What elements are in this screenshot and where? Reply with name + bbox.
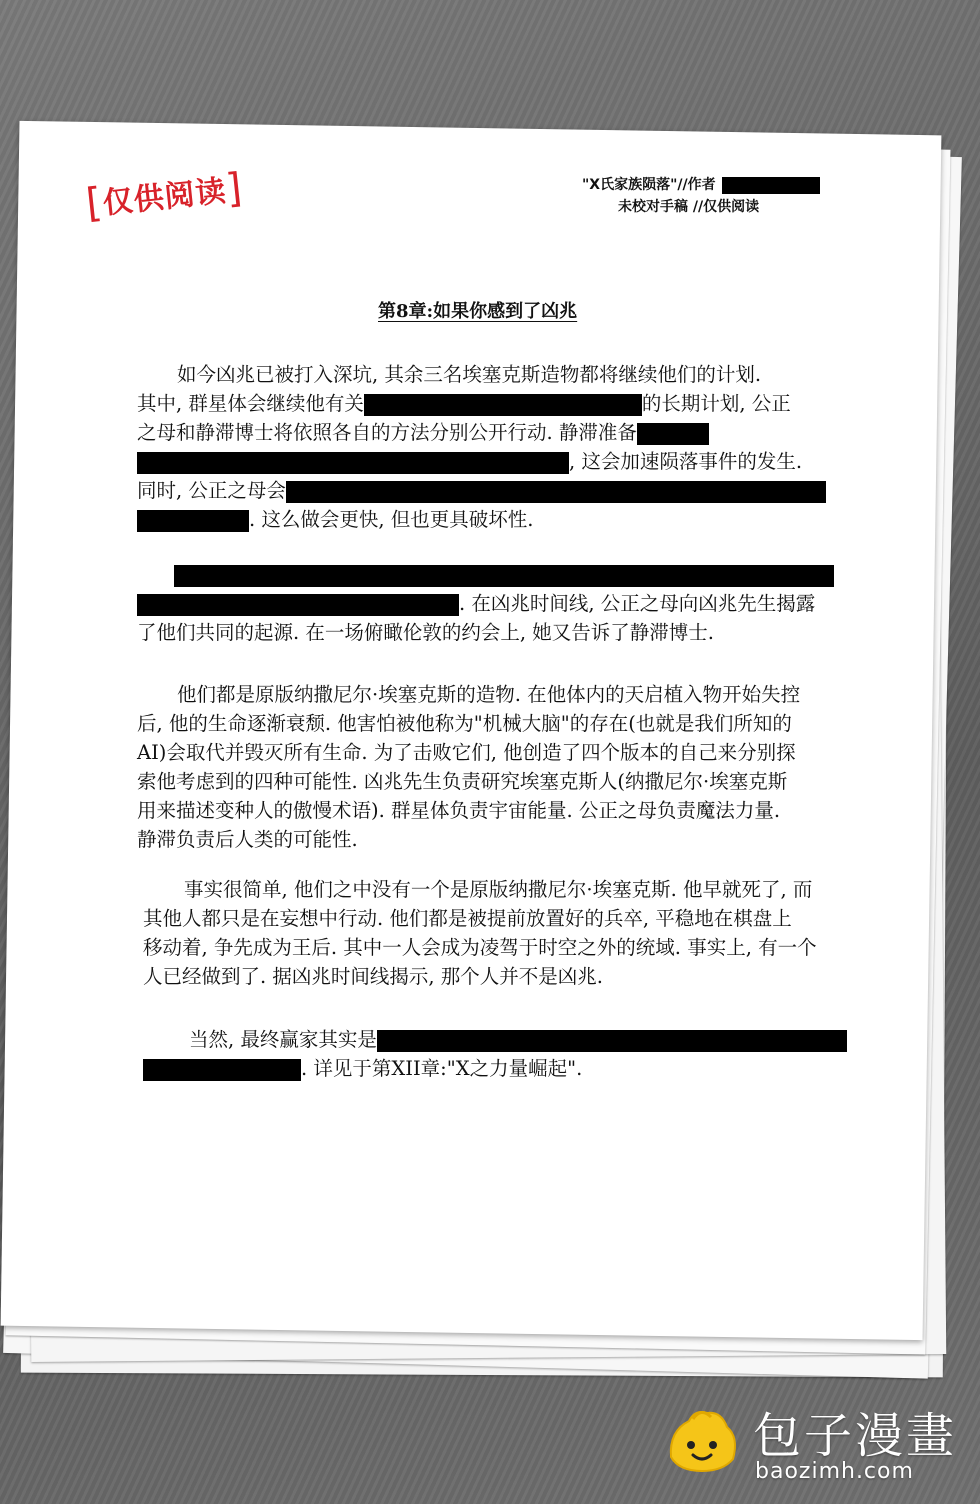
watermark-title: 包子漫畫 <box>753 1408 958 1464</box>
text-line <box>137 875 857 904</box>
text-line <box>137 360 857 389</box>
text-line <box>137 796 857 825</box>
text-span: 如今凶兆已被打入深坑, 其余三名埃塞克斯造物都将继续他们的计划. <box>177 363 762 386</box>
header-status-line: 未校对手稿 //仅供阅读 <box>618 199 760 215</box>
text-line <box>137 767 857 796</box>
redaction-bar <box>286 481 826 503</box>
paragraph-2 <box>137 560 857 647</box>
redaction-bar <box>137 510 249 532</box>
text-span: 移动着, 争先成为王后. 其中一人会成为凌驾于时空之外的统域. 事实上, 有一个 <box>143 936 817 959</box>
text-line <box>137 505 857 534</box>
redaction-bar <box>174 565 834 587</box>
text-span: 同时, 公正之母会 <box>137 479 286 502</box>
text-span: 用来描述变种人的傲慢术语). 群星体负责宇宙能量. 公正之母负责魔法力量. <box>137 799 781 822</box>
text-line <box>137 904 857 933</box>
redaction-bar <box>722 177 820 194</box>
redaction-bar <box>137 594 459 616</box>
text-span: . 这么做会更快, 但也更具破坏性. <box>249 508 534 531</box>
bun-mascot-icon <box>663 1401 741 1479</box>
paragraph-5 <box>137 1025 857 1083</box>
stamp-text: 仅供阅读 <box>101 173 229 222</box>
text-line <box>137 1025 857 1054</box>
watermark-url: baozimh.com <box>755 1459 914 1484</box>
text-span: AI)会取代并毁灭所有生命. 为了击败它们, 他创造了四个版本的自己来分别探 <box>137 741 796 764</box>
text-line <box>137 825 857 854</box>
text-line <box>137 933 857 962</box>
text-span: 其他人都只是在妄想中行动. 他们都是被提前放置好的兵卒, 平稳地在棋盘上 <box>143 907 792 930</box>
text-span: 其中, 群星体会继续他有关 <box>137 392 364 415</box>
text-span: , 这会加速陨落事件的发生. <box>569 450 803 473</box>
text-line <box>137 738 857 767</box>
paragraph-4 <box>137 875 857 991</box>
text-span: 的长期计划, 公正 <box>641 392 791 415</box>
text-span: 他们都是原版纳撒尼尔·埃塞克斯的造物. 在他体内的天启植入物开始失控 <box>177 683 801 706</box>
redaction-bar <box>364 394 642 416</box>
redaction-bar <box>377 1030 847 1052</box>
document-header <box>560 174 840 218</box>
text-line <box>137 709 857 738</box>
text-span: 事实很简单, 他们之中没有一个是原版纳撒尼尔·埃塞克斯. 他早就死了, 而 <box>184 878 813 901</box>
text-line <box>137 962 857 991</box>
chapter-title: 第8章:如果你感到了凶兆 <box>378 301 578 322</box>
stamp-bracket-open: [ <box>83 179 106 228</box>
text-span: 了他们共同的起源. 在一场俯瞰伦敦的约会上, 她又告诉了静滞博士. <box>137 621 714 644</box>
text-span: 之母和静滞博士将依照各自的方法分别公开行动. 静滞准备 <box>137 421 637 444</box>
redaction-bar <box>137 452 569 474</box>
site-watermark <box>663 1395 963 1495</box>
stamp-bracket-close: ] <box>223 164 246 213</box>
redaction-bar <box>143 1059 301 1081</box>
text-span: 人已经做到了. 据凶兆时间线揭示, 那个人并不是凶兆. <box>143 965 603 988</box>
redaction-bar <box>637 423 709 445</box>
text-span: . 在凶兆时间线, 公正之母向凶兆先生揭露 <box>459 592 816 615</box>
text-line <box>137 1054 857 1083</box>
text-span: 当然, 最终赢家其实是 <box>189 1028 377 1051</box>
text-line <box>137 418 857 447</box>
header-title-author: "X氏家族陨落"//作者 <box>582 177 716 193</box>
text-line <box>137 476 857 505</box>
paragraph-3 <box>137 680 857 854</box>
text-line <box>137 560 857 589</box>
text-line <box>137 618 857 647</box>
text-span: 索他考虑到的四种可能性. 凶兆先生负责研究埃塞克斯人(纳撒尼尔·埃塞克斯 <box>137 770 788 793</box>
text-line <box>137 447 857 476</box>
text-span: 后, 他的生命逐渐衰颓. 他害怕被他称为"机械大脑"的存在(也就是我们所知的 <box>137 712 792 735</box>
text-span: 静滞负责后人类的可能性. <box>137 828 358 851</box>
text-line <box>137 680 857 709</box>
paragraph-1 <box>137 360 857 534</box>
text-span: . 详见于第XII章:"X之力量崛起". <box>301 1057 583 1080</box>
text-line <box>137 589 857 618</box>
header-title-line <box>582 174 862 196</box>
text-line <box>137 389 857 418</box>
